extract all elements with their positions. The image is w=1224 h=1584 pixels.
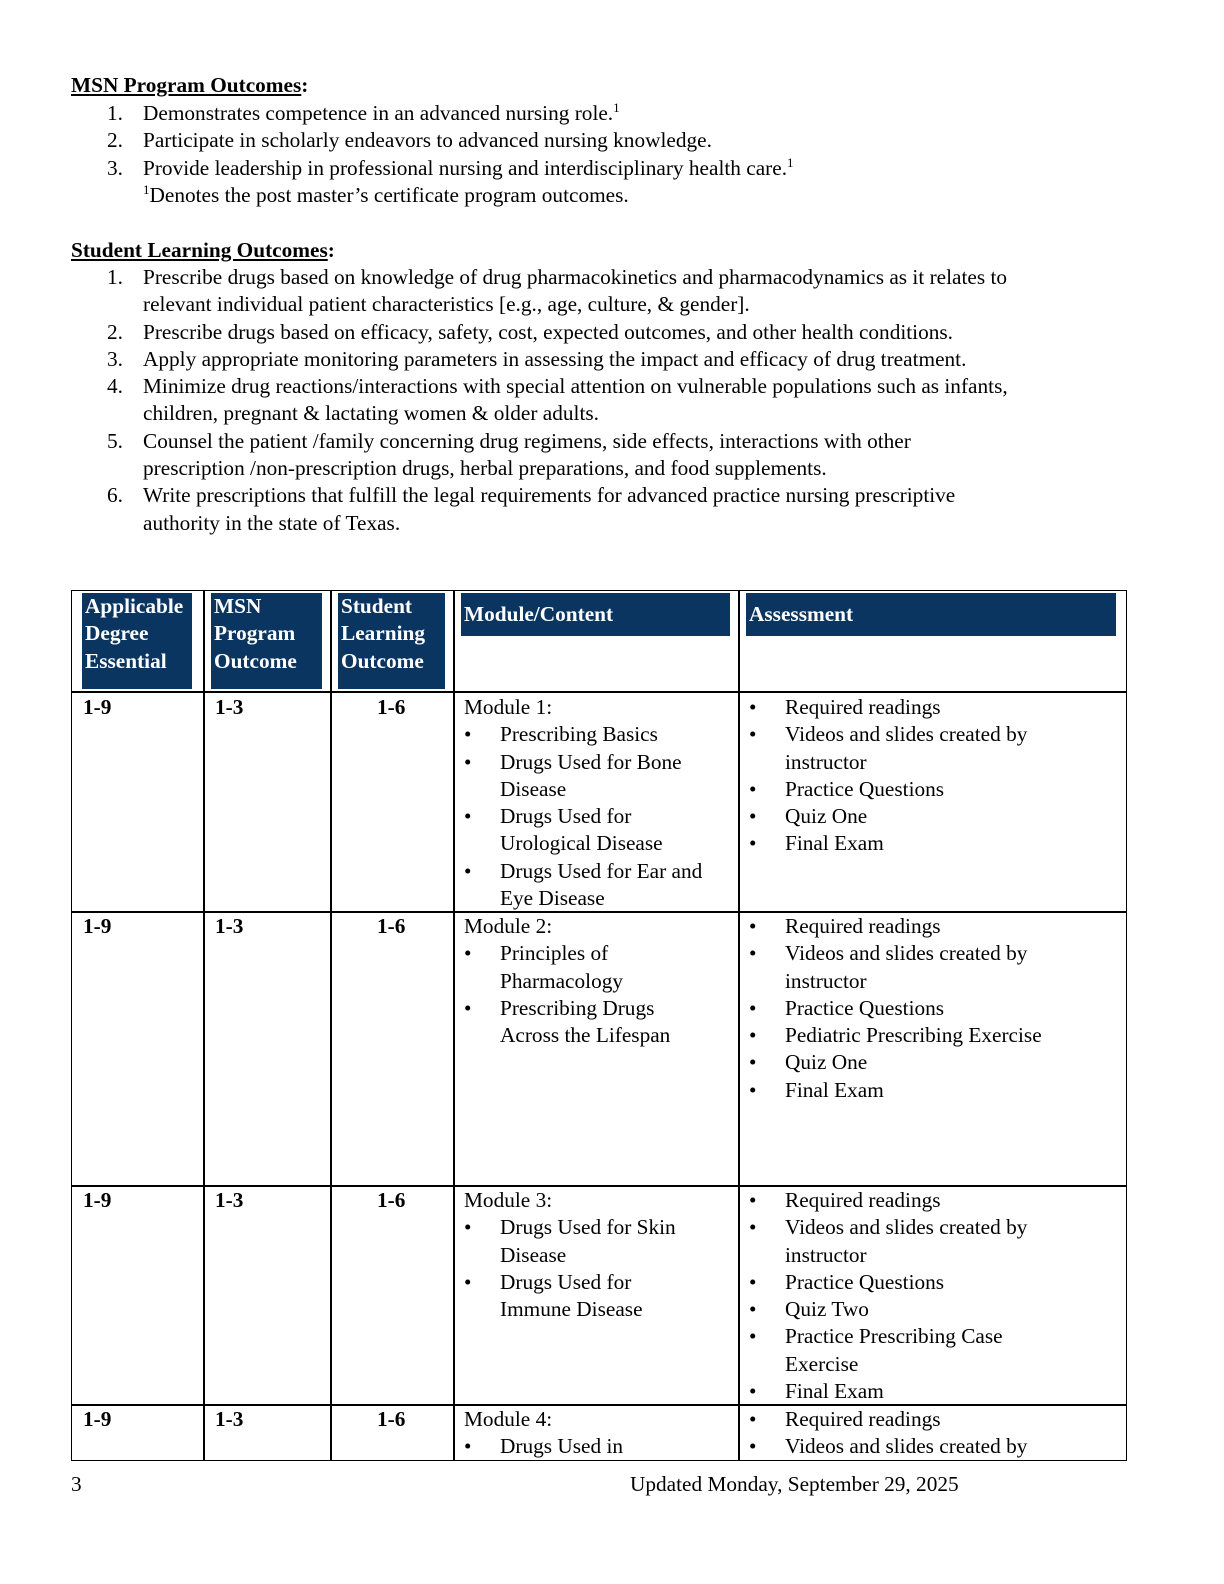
list-item [464, 749, 734, 804]
slo-title: Student Learning Outcomes [71, 238, 328, 262]
footnote-note [143, 182, 629, 209]
topic-text: Eye Disease [500, 886, 605, 911]
module-title: Module 2: [464, 914, 553, 938]
list-item [464, 995, 734, 1050]
header-text: Degree [85, 621, 149, 646]
list-item [71, 155, 794, 182]
essential-cell: 1-9 [83, 1407, 112, 1431]
header-module-content [461, 593, 730, 636]
topic-text: Across the Lifespan [500, 1023, 671, 1048]
module-title: Module 3: [464, 1188, 553, 1212]
column-divider [203, 591, 205, 1460]
topic-text: Drugs Used for Skin [500, 1215, 676, 1240]
assessment-list [749, 694, 1124, 858]
list-item [749, 913, 1124, 940]
list-item [749, 995, 1124, 1022]
list-item [749, 940, 1124, 995]
topic-text: Principles of [500, 941, 609, 966]
list-item [749, 830, 1124, 857]
assessment-cell [749, 1406, 1124, 1461]
topic-text: Drugs Used for Ear and [500, 858, 703, 883]
list-item [464, 803, 734, 858]
topic-text: Prescribing Basics [500, 722, 658, 747]
assessment-text: Quiz Two [785, 1297, 869, 1322]
assessment-text: Required readings [785, 1407, 941, 1431]
assessment-text: instructor [785, 749, 867, 774]
item-text: Write prescriptions that fulfill the legal requirements for advanced practice nursing prescriptive [143, 483, 956, 508]
topic-list [464, 721, 734, 912]
module-title: Module 1: [464, 695, 553, 719]
item-text: children, pregnant & lactating women & older adults. [143, 401, 599, 426]
topic-list [464, 1214, 734, 1323]
list-item [749, 776, 1124, 803]
list-item [71, 100, 794, 127]
list-item [71, 346, 1008, 373]
item-number: 3. [107, 346, 123, 371]
item-number: 2. [107, 128, 123, 153]
assessment-text: Required readings [785, 914, 941, 938]
header-applicable-degree-essential [82, 593, 192, 689]
module-cell [464, 1187, 734, 1323]
slo-list [71, 264, 1008, 537]
item-text: Provide leadership in professional nursing and interdisciplinary health care. [143, 155, 788, 180]
item-number: 3. [107, 155, 123, 180]
curriculum-table [71, 590, 1127, 1461]
list-item [749, 803, 1124, 830]
list-item [71, 482, 1008, 537]
msn-outcome-cell: 1-3 [215, 1407, 244, 1431]
msn-outcomes-colon: : [301, 73, 309, 97]
assessment-text: Pediatric Prescribing Exercise [785, 1023, 1042, 1048]
assessment-text: Practice Questions [785, 776, 945, 801]
column-divider [453, 591, 455, 1460]
slo-cell: 1-6 [377, 695, 406, 719]
list-item [464, 858, 734, 913]
slo-colon: : [327, 238, 335, 262]
footnote-marker: 1 [613, 100, 620, 115]
item-number: 5. [107, 428, 123, 453]
module-cell [464, 694, 734, 912]
list-item [71, 428, 1008, 483]
list-item [749, 1214, 1124, 1269]
list-item [749, 1022, 1124, 1049]
column-divider [738, 591, 740, 1460]
msn-outcome-cell: 1-3 [215, 914, 244, 938]
slo-cell: 1-6 [377, 914, 406, 938]
footnote-text: Denotes the post master’s certificate program outcomes. [149, 183, 629, 207]
item-text: Prescribe drugs based on knowledge of drug pharmacokinetics and pharmacodynamics as it relates to [143, 265, 1008, 289]
msn-outcomes-title: MSN Program Outcomes [71, 73, 302, 97]
assessment-text: Videos and slides created by [785, 722, 1028, 747]
topic-list [464, 1433, 734, 1460]
topic-text: Disease [500, 776, 567, 801]
msn-outcome-cell: 1-3 [215, 1188, 244, 1212]
list-item [749, 1323, 1124, 1378]
item-number: 2. [107, 319, 123, 344]
module-cell [464, 1406, 734, 1461]
assessment-text: instructor [785, 1242, 867, 1267]
list-item [749, 694, 1124, 721]
assessment-text: Quiz One [785, 804, 868, 829]
item-text: prescription /non-prescription drugs, herbal preparations, and food supplements. [143, 456, 827, 481]
header-text: MSN [214, 594, 262, 618]
item-text: authority in the state of Texas. [143, 510, 401, 535]
header-text: Assessment [749, 602, 854, 626]
assessment-text: Practice Questions [785, 995, 945, 1020]
topic-list [464, 940, 734, 1049]
slo-heading [71, 237, 335, 264]
module-title: Module 4: [464, 1407, 553, 1431]
essential-cell: 1-9 [83, 1188, 112, 1212]
header-text: Applicable [85, 594, 184, 618]
header-text: Program [214, 621, 296, 646]
header-assessment [746, 593, 1116, 636]
header-text: Essential [85, 648, 167, 673]
assessment-cell [749, 694, 1124, 858]
item-text: Prescribe drugs based on efficacy, safety, cost, expected outcomes, and other health conditions. [143, 319, 953, 344]
header-msn-program-outcome [211, 593, 322, 689]
footnote-marker: 1 [787, 154, 794, 170]
header-text: Student [341, 594, 413, 618]
assessment-text: Final Exam [785, 831, 884, 856]
header-text: Module/Content [464, 602, 614, 626]
assessment-cell [749, 913, 1124, 1104]
list-item [71, 373, 1008, 428]
list-item [749, 721, 1124, 776]
item-text: Participate in scholarly endeavors to advanced nursing knowledge. [143, 128, 712, 153]
list-item [749, 1406, 1124, 1433]
essential-cell: 1-9 [83, 695, 112, 719]
assessment-text: Quiz One [785, 1050, 868, 1075]
header-text: Outcome [341, 648, 424, 673]
list-item [464, 1214, 734, 1269]
assessment-text: Videos and slides created by [785, 941, 1028, 966]
item-number: 4. [107, 374, 123, 399]
page-number: 3 [71, 1472, 82, 1496]
column-divider [330, 591, 332, 1460]
list-item [749, 1378, 1124, 1405]
list-item [749, 1187, 1124, 1214]
row-divider [72, 691, 1126, 693]
assessment-list [749, 1406, 1124, 1461]
header-text: Learning [341, 621, 426, 646]
item-text: Demonstrates competence in an advanced nursing role. [143, 101, 614, 125]
item-text: Counsel the patient /family concerning drug regimens, side effects, interactions with other [143, 428, 911, 453]
assessment-list [749, 1187, 1124, 1405]
topic-text: Urological Disease [500, 831, 663, 856]
assessment-text: instructor [785, 968, 867, 993]
list-item [749, 1077, 1124, 1104]
list-item [464, 1269, 734, 1324]
list-item [749, 1296, 1124, 1323]
header-text: Outcome [214, 648, 297, 673]
assessment-text: Exercise [785, 1351, 859, 1376]
assessment-text: Videos and slides created by [785, 1215, 1028, 1240]
footnote-marker: 1 [143, 182, 150, 197]
list-item [71, 319, 1008, 346]
slo-cell: 1-6 [377, 1407, 406, 1431]
topic-text: Drugs Used for [500, 1269, 632, 1294]
assessment-text: Practice Prescribing Case [785, 1324, 1003, 1349]
topic-text: Pharmacology [500, 968, 624, 993]
list-item [71, 127, 794, 154]
topic-text: Immune Disease [500, 1297, 643, 1322]
topic-text: Disease [500, 1242, 567, 1267]
header-student-learning-outcome [338, 593, 445, 689]
msn-outcomes-list [71, 100, 794, 182]
list-item [749, 1433, 1124, 1460]
item-text: relevant individual patient characteristics [e.g., age, culture, & gender]. [143, 292, 750, 317]
item-number: 6. [107, 483, 123, 508]
assessment-text: Required readings [785, 1188, 941, 1212]
list-item [749, 1269, 1124, 1296]
slo-cell: 1-6 [377, 1188, 406, 1212]
topic-text: Drugs Used for [500, 804, 632, 829]
assessment-text: Final Exam [785, 1379, 884, 1404]
essential-cell: 1-9 [83, 914, 112, 938]
list-item [464, 1433, 734, 1460]
topic-text: Drugs Used in [500, 1434, 624, 1459]
list-item [464, 940, 734, 995]
list-item [464, 721, 734, 748]
assessment-cell [749, 1187, 1124, 1405]
item-number: 1. [107, 101, 123, 125]
assessment-text: Videos and slides created by [785, 1434, 1028, 1459]
item-text: Minimize drug reactions/interactions with special attention on vulnerable populations such as infants, [143, 374, 1008, 399]
assessment-text: Practice Questions [785, 1269, 945, 1294]
list-item [749, 1049, 1124, 1076]
msn-outcome-cell: 1-3 [215, 695, 244, 719]
item-number: 1. [107, 265, 123, 289]
topic-text: Drugs Used for Bone [500, 749, 682, 774]
assessment-text: Final Exam [785, 1077, 884, 1102]
topic-text: Prescribing Drugs [500, 995, 655, 1020]
msn-outcomes-heading [71, 72, 308, 99]
list-item [71, 264, 1008, 319]
assessment-list [749, 913, 1124, 1104]
item-text: Apply appropriate monitoring parameters in assessing the impact and efficacy of drug treatment. [143, 346, 967, 371]
module-cell [464, 913, 734, 1049]
updated-date: Updated Monday, September 29, 2025 [630, 1472, 959, 1496]
assessment-text: Required readings [785, 695, 941, 719]
